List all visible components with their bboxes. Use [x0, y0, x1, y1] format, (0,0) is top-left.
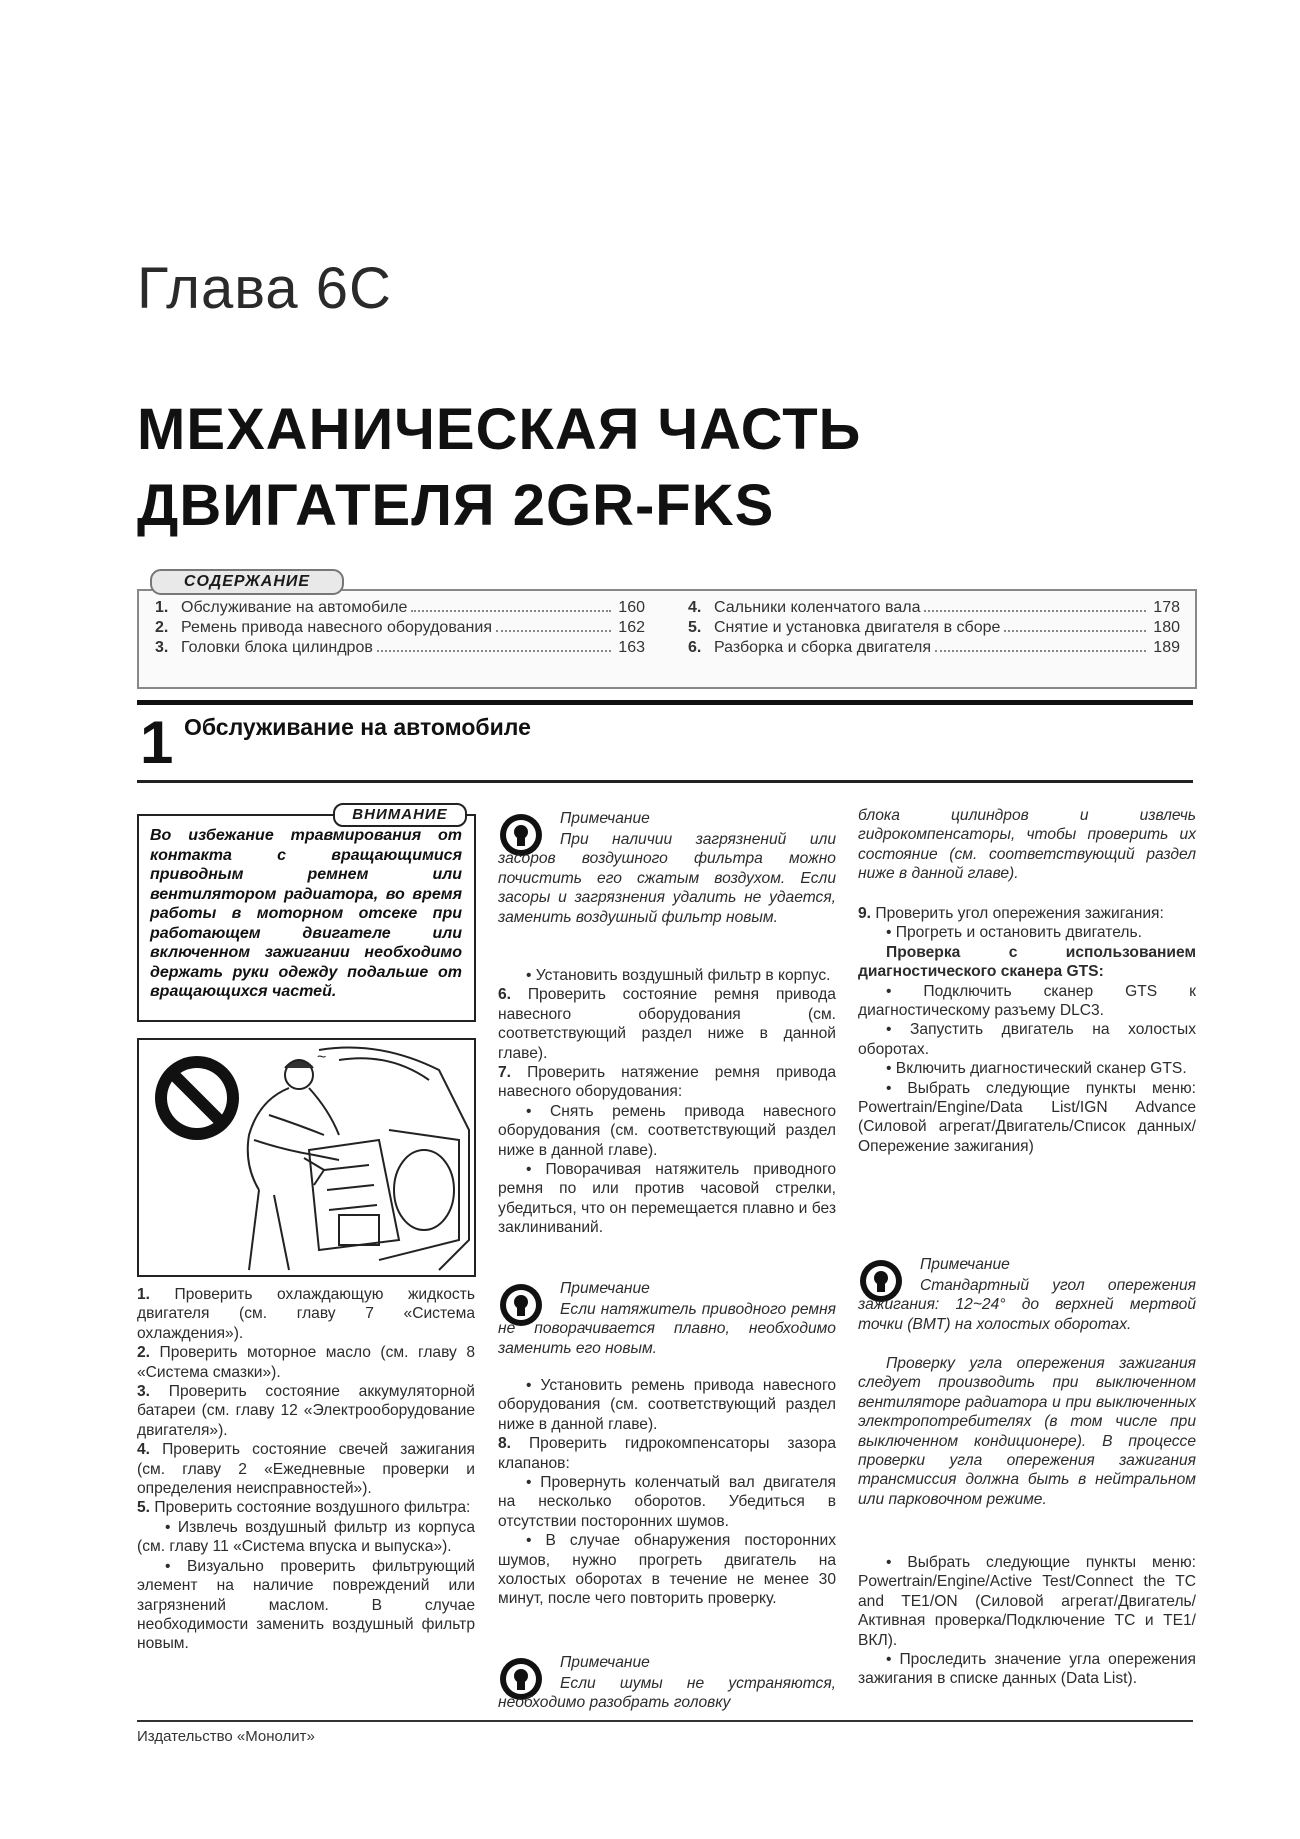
- toc-num: 5.: [688, 619, 702, 636]
- bullet-item: • Установить ремень привода навесного оборудования (см. соответствующий раздел ниже в данной главе).: [498, 1377, 836, 1433]
- toc-leader: [496, 630, 611, 632]
- toc-page: 163: [618, 639, 645, 656]
- toc-item[interactable]: [688, 638, 1180, 658]
- bullet-item: • Визуально проверить фильтрующий элемент на наличие повреждений или загрязнений маслом. В случае необходимости заменить воздушный фильтр новым.: [137, 1557, 475, 1653]
- column-2-block-a: [498, 966, 836, 1238]
- toc-page: 160: [618, 599, 645, 616]
- step-7: 7. Проверить натяжение ремня привода навесного оборудования:: [498, 1064, 836, 1101]
- step-4: 4. Проверить состояние свечей зажигания (см. главу 2 «Ежедневные проверки и определения неисправностей»).: [137, 1441, 475, 1498]
- section-rule-bottom: [137, 780, 1193, 783]
- toc-item[interactable]: [688, 598, 1180, 618]
- bullet-item: • Выбрать следующие пункты меню: Powertrain/Engine/Data List/IGN Advance (Силовой агрегат/Двигатель/Список данных/Опережение зажигания): [858, 1079, 1196, 1155]
- note-label: Примечание: [560, 1280, 650, 1297]
- note-label: Примечание: [920, 1256, 1010, 1273]
- illustration-frame: [137, 1038, 476, 1277]
- note-label: Примечание: [560, 810, 650, 827]
- toc-title: Снятие и установка двигателя в сборе: [714, 619, 1001, 636]
- subheading: Проверка с использованием диагностического сканера GTS:: [858, 943, 1196, 981]
- step-2: 2. Проверить моторное масло (см. главу 8 «Система смазки»).: [137, 1344, 475, 1381]
- chapter-label: Глава 6С: [137, 256, 392, 321]
- toc-title: Ремень привода навесного оборудования: [181, 619, 492, 636]
- step-8: 8. Проверить гидрокомпенсаторы зазора клапанов:: [498, 1435, 836, 1472]
- mechanic-figure: [248, 1060, 339, 1270]
- toc-left-column: [155, 598, 645, 658]
- bullet-item: • В случае обнаружения посторонних шумов, нужно прогреть двигатель на холостых оборотах в течение не менее 30 минут, после чего повторить проверку.: [498, 1532, 836, 1608]
- bullet-item: • Установить воздушный фильтр в корпус.: [526, 967, 831, 984]
- section-title: Обслуживание на автомобиле: [184, 714, 531, 740]
- column-3-block-b: [858, 1553, 1196, 1689]
- toc-num: 4.: [688, 599, 702, 616]
- bullet-item: • Включить диагностический сканер GTS.: [886, 1060, 1187, 1078]
- toc-page: 180: [1153, 619, 1180, 636]
- step-5: 5. Проверить состояние воздушного фильтра:: [137, 1499, 471, 1517]
- bullet-item: • Подключить сканер GTS к диагностическому разъему DLC3.: [858, 982, 1196, 1020]
- column-3-block-a: [858, 904, 1196, 1156]
- step-6: 6. Проверить состояние ремня привода навесного оборудования (см. соответствующий раздел ниже в данной главе).: [498, 986, 836, 1062]
- page-title: [137, 392, 1187, 544]
- toc-num: 6.: [688, 639, 702, 656]
- toc-title: Разборка и сборка двигателя: [714, 639, 932, 656]
- warning-label: ВНИМАНИЕ: [333, 803, 467, 827]
- note-text: Если натяжитель приводного ремня не поворачивается плавно, необходимо заменить его новым.: [498, 1301, 836, 1357]
- toc-right-column: [688, 598, 1180, 658]
- bullet-item: • Прогреть и остановить двигатель.: [886, 924, 1142, 942]
- column-1: [137, 1285, 475, 1654]
- toc-item[interactable]: [155, 638, 645, 658]
- warning-text: Во избежание травмирования от контакта с вращающимися приводным ремнем или вентилятором радиатора, во время работы в моторном отсеке при работающем двигателе или включенном зажигании необходимо держать руки одежду подальше от вращающихся частей.: [150, 827, 462, 1000]
- toc-title: Сальники коленчатого вала: [714, 599, 921, 616]
- toc-leader: [1004, 630, 1146, 632]
- toc-num: 1.: [155, 599, 169, 616]
- step-9: 9. Проверить угол опережения зажигания:: [858, 905, 1164, 922]
- toc-num: 2.: [155, 619, 169, 636]
- title-line-2: ДВИГАТЕЛЯ 2GR-FKS: [137, 473, 775, 538]
- toc-page: 178: [1153, 599, 1180, 616]
- note-label: Примечание: [560, 1654, 650, 1671]
- note-text: Если шумы не устраняются, необходимо разобрать головку: [498, 1675, 836, 1712]
- toc-item[interactable]: [155, 618, 645, 638]
- toc-num: 3.: [155, 639, 169, 656]
- toc-page: 189: [1153, 639, 1180, 656]
- bullet-item: • Выбрать следующие пункты меню: Powertrain/Engine/Active Test/Connect the TC and TE1/ON (Силовой агрегат/Двигатель/Активная проверка/Подключение ТС и ТЕ1/ВКЛ).: [858, 1554, 1196, 1649]
- bullet-item: • Провернуть коленчатый вал двигателя на несколько оборотов. Убедиться в отсутствии посторонних шумов.: [498, 1474, 836, 1530]
- toc-leader: [924, 610, 1146, 612]
- mechanic-illustration: [139, 1040, 474, 1275]
- step-1: 1. Проверить охлаждающую жидкость двигателя (см. главу 7 «Система охлаждения»).: [137, 1286, 475, 1342]
- toc-leader: [935, 650, 1146, 652]
- column-2-block-b: [498, 1376, 836, 1609]
- toc-heading: СОДЕРЖАНИЕ: [150, 569, 344, 595]
- toc-page: 162: [618, 619, 645, 636]
- note-text: Проверку угла опережения зажигания следует производить при выключенном вентиляторе радиатора и при выключенных электропотребителях (в том числе при выключенном кондиционере). В процессе проверки угла опережения зажигания трансмиссия должна быть в нейтральном или парковочном режиме.: [858, 1355, 1196, 1508]
- section-rule-top: [137, 700, 1193, 705]
- toc-item[interactable]: [155, 598, 645, 618]
- section-number: 1: [140, 709, 174, 776]
- bullet-item: • Поворачивая натяжитель приводного ремня по или против часовой стрелки, убедиться, что он перемещается плавно и без заклиниваний.: [498, 1161, 836, 1237]
- note-continuation: блока цилиндров и извлечь гидрокомпенсаторы, чтобы проверить их состояние (см. соответствующий раздел ниже в данной главе).: [858, 807, 1196, 883]
- toc-item[interactable]: [688, 618, 1180, 638]
- bullet-item: • Проследить значение угла опережения зажигания в списке данных (Data List).: [858, 1651, 1196, 1688]
- title-line-1: МЕХАНИЧЕСКАЯ ЧАСТЬ: [137, 397, 862, 462]
- toc-leader: [411, 610, 611, 612]
- toc-title: Головки блока цилиндров: [181, 639, 373, 656]
- toc-leader: [377, 650, 611, 652]
- bullet-item: • Снять ремень привода навесного оборудования (см. соответствующий раздел ниже в данной главе).: [498, 1102, 836, 1159]
- note-text: Стандартный угол опережения зажигания: 12~24° до верхней мертвой точки (ВМТ) на холостых оборотах.: [858, 1277, 1196, 1333]
- toc-title: Обслуживание на автомобиле: [181, 599, 408, 616]
- step-3: 3. Проверить состояние аккумуляторной батареи (см. главу 12 «Электрооборудование двигателя»).: [137, 1383, 475, 1439]
- prohibition-icon: [155, 1056, 239, 1140]
- publisher-footer: Издательство «Монолит»: [137, 1728, 315, 1745]
- note-text: При наличии загрязнений или засоров воздушного фильтра можно почистить его сжатым воздухом. Если засоры и загрязнения удалить не удается, заменить воздушный фильтр новым.: [498, 831, 836, 926]
- footer-rule: [137, 1720, 1193, 1722]
- bullet-item: • Запустить двигатель на холостых оборотах.: [858, 1021, 1196, 1058]
- bullet-item: • Извлечь воздушный фильтр из корпуса (см. главу 11 «Система впуска и выпуска»).: [137, 1518, 475, 1556]
- motion-marks: ~: [317, 1049, 327, 1066]
